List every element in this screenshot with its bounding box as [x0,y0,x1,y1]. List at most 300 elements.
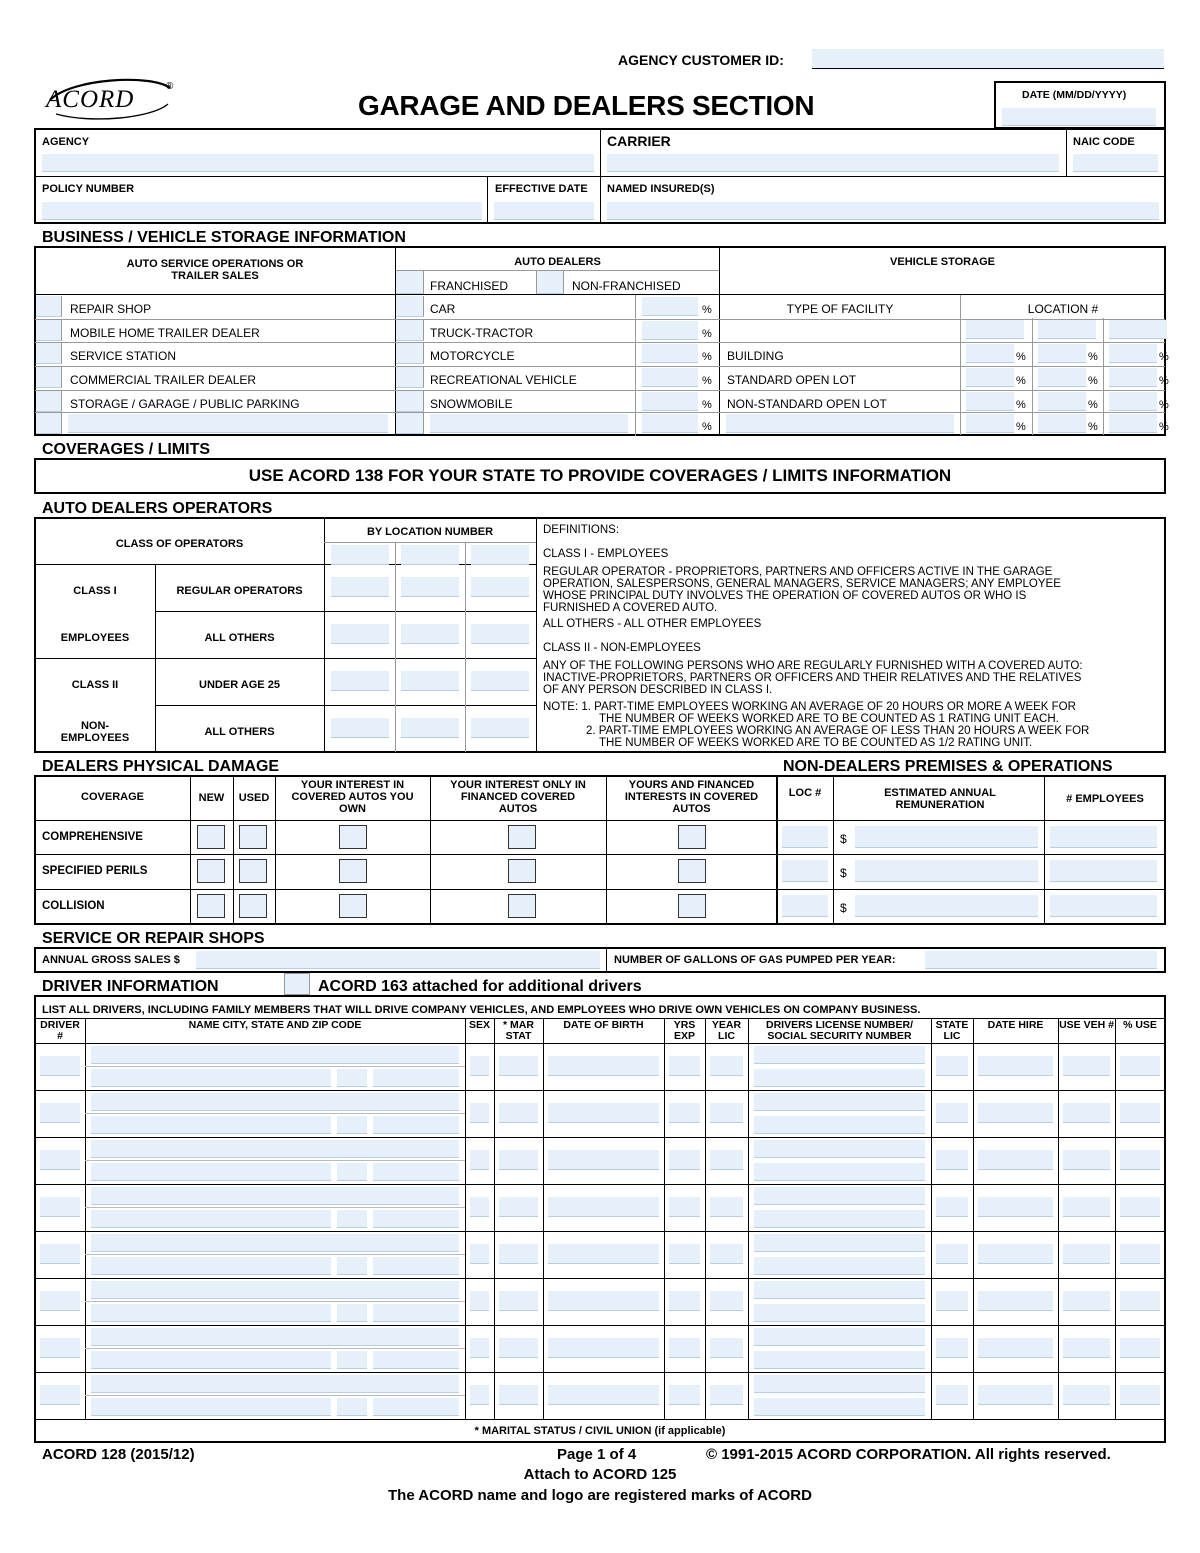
dealer-type-checkbox[interactable] [396,343,424,364]
use-vehicle-field[interactable] [1063,1056,1110,1076]
percent-sign: % [702,375,712,387]
driver-number-field[interactable] [40,1056,80,1076]
storage-percent-field[interactable] [1038,392,1086,411]
named-insured-label: NAMED INSURED(S) [607,183,715,195]
storage-percent-field[interactable] [966,392,1014,411]
percent-sign: % [1016,351,1026,363]
storage-percent-field[interactable] [1109,368,1157,387]
driver-zip-field[interactable] [373,1257,459,1275]
dealer-type-checkbox[interactable] [396,320,424,341]
date-hire-field[interactable] [978,1385,1053,1405]
driver-state-field[interactable] [337,1163,367,1181]
ssn-field[interactable] [754,1163,925,1181]
coverage-checkbox[interactable] [239,825,267,849]
year-licensed-field[interactable] [710,1103,743,1123]
dealer-percent-field[interactable] [642,297,698,316]
driver-number-field[interactable] [40,1197,80,1217]
naic-label: NAIC CODE [1073,136,1135,148]
driver-city-field[interactable] [91,1116,331,1134]
business-section-title: BUSINESS / VEHICLE STORAGE INFORMATION [42,229,406,246]
storage-percent-field[interactable] [1038,368,1086,387]
dealer-type-other-field[interactable] [430,414,628,433]
copyright: © 1991-2015 ACORD CORPORATION. All rights reserved. [706,1446,1111,1463]
carrier-field[interactable] [607,154,1059,172]
auto-service-header: AUTO SERVICE OPERATIONS OR TRAILER SALES [126,258,304,282]
sex-field[interactable] [470,1197,489,1217]
policy-number-field[interactable] [42,202,482,220]
ssn-field[interactable] [754,1351,925,1369]
def-nonemployee: ANY OF THE FOLLOWING PERSONS WHO ARE REGULARLY FURNISHED WITH A COVERED AUTO: INACTIVE-PROPRIETORS, PARTNERS OR OFFICERS AND THEIR RELATIVES AND THE RELATIVES OF ANY PERSON DESCRIBED IN CLASS I. [543,660,1083,696]
storage-percent-field[interactable] [1038,414,1086,433]
use-vehicle-field[interactable] [1063,1103,1110,1123]
percent-use-field[interactable] [1120,1197,1160,1217]
use-vehicle-field[interactable] [1063,1197,1110,1217]
driver-name-field[interactable] [91,1375,459,1393]
year-licensed-field[interactable] [710,1150,743,1170]
nondealer-loc-field[interactable] [782,826,828,848]
operator-count-field[interactable] [331,718,389,738]
naic-field[interactable] [1073,154,1158,172]
use-vehicle-field[interactable] [1063,1385,1110,1405]
driver-number-field[interactable] [40,1150,80,1170]
carrier-label: CARRIER [607,133,671,149]
years-experience-field[interactable] [669,1197,700,1217]
driver-city-field[interactable] [91,1257,331,1275]
agency-label: AGENCY [42,136,90,148]
coverage-checkbox[interactable] [508,894,536,918]
agency-customer-id-field[interactable] [812,49,1164,69]
dealer-percent-field[interactable] [642,321,698,340]
date-hire-field[interactable] [978,1291,1053,1311]
franchised-checkbox[interactable] [396,271,424,294]
years-experience-field[interactable] [669,1385,700,1405]
by-location-header: BY LOCATION NUMBER [366,526,494,538]
years-experience-header: YRS EXP [673,1019,696,1042]
date-hire-header: DATE HIRE [987,1019,1044,1031]
service-op-checkbox[interactable] [36,343,62,364]
location-number-header: LOCATION # [1027,302,1099,316]
marital-status-field[interactable] [499,1056,538,1076]
date-of-birth-header: DATE OF BIRTH [563,1019,644,1031]
remuneration-field[interactable] [855,860,1038,882]
driver-name-field[interactable] [91,1187,459,1205]
coverage-checkbox[interactable] [339,825,367,849]
marital-status-field[interactable] [499,1150,538,1170]
service-op-checkbox[interactable] [36,320,62,341]
dollar-sign: $ [840,866,847,880]
operator-count-field[interactable] [471,577,529,597]
license-number-field[interactable] [754,1328,925,1346]
use-vehicle-header: USE VEH # [1059,1019,1114,1031]
storage-percent-field[interactable] [966,368,1014,387]
use-vehicle-field[interactable] [1063,1244,1110,1264]
percent-use-header: % USE [1123,1019,1157,1031]
state-licensed-header: STATE LIC [935,1019,969,1042]
facility-type-label: NON-STANDARD OPEN LOT [727,397,887,411]
driver-zip-field[interactable] [373,1069,459,1087]
operator-count-field[interactable] [401,718,459,738]
all-others-label-2: ALL OTHERS [204,726,275,738]
driver-name-field[interactable] [91,1234,459,1252]
note-2a: 2. PART-TIME EMPLOYEES WORKING AN AVERAGE OF LESS THAN 20 HOURS A WEEK FOR [586,725,1090,737]
state-licensed-field[interactable] [936,1150,968,1170]
def-all-others: ALL OTHERS - ALL OTHER EMPLOYEES [543,618,762,630]
ssn-field[interactable] [754,1398,925,1416]
gross-sales-label: ANNUAL GROSS SALES $ [42,954,180,966]
years-experience-field[interactable] [669,1056,700,1076]
storage-percent-field[interactable] [1109,414,1157,433]
auto-dealers-header: AUTO DEALERS [514,256,601,268]
use-vehicle-field[interactable] [1063,1291,1110,1311]
acord-163-checkbox[interactable] [284,973,310,995]
operator-count-field[interactable] [471,718,529,738]
marital-status-field[interactable] [499,1197,538,1217]
dealer-type-label: CAR [430,302,456,316]
percent-sign: % [1159,351,1169,363]
driver-city-field[interactable] [91,1304,331,1322]
driver-zip-field[interactable] [373,1398,459,1416]
date-hire-field[interactable] [978,1103,1053,1123]
percent-use-field[interactable] [1120,1056,1160,1076]
driver-city-field[interactable] [91,1351,331,1369]
operator-count-field[interactable] [401,577,459,597]
coverage-checkbox[interactable] [197,825,225,849]
date-of-birth-field[interactable] [548,1244,659,1264]
remuneration-header: ESTIMATED ANNUAL REMUNERATION [884,787,996,811]
driver-instruction: LIST ALL DRIVERS, INCLUDING FAMILY MEMBERS THAT WILL DRIVE COMPANY VEHICLES, AND EMPLOYEES WHO DRIVE OWN VEHICLES ON COMPANY BUSINESS. [42,1004,921,1016]
date-of-birth-field[interactable] [548,1291,659,1311]
dealer-type-checkbox[interactable] [396,367,424,388]
date-field[interactable] [1002,108,1156,126]
date-hire-field[interactable] [978,1244,1053,1264]
nondealer-employees-field[interactable] [1050,895,1157,917]
driver-state-field[interactable] [337,1398,367,1416]
storage-percent-field[interactable] [1038,344,1086,363]
storage-percent-field[interactable] [966,414,1014,433]
class-2-label: CLASS II [71,679,119,691]
acord-logo [42,78,182,122]
operator-count-field[interactable] [471,545,529,565]
driver-name-field[interactable] [91,1093,459,1111]
license-number-field[interactable] [754,1140,925,1158]
coverage-checkbox[interactable] [239,859,267,883]
license-number-field[interactable] [754,1046,925,1064]
driver-zip-field[interactable] [373,1351,459,1369]
date-of-birth-field[interactable] [548,1056,659,1076]
storage-location-field[interactable] [1038,320,1096,339]
storage-location-field[interactable] [966,320,1024,339]
sex-field[interactable] [470,1103,489,1123]
definitions-label: DEFINITIONS: [543,524,620,536]
interest-financed-header: YOUR INTEREST ONLY IN FINANCED COVERED AUTOS [450,779,586,815]
storage-percent-field[interactable] [966,344,1014,363]
dealer-percent-field[interactable] [642,414,698,433]
percent-sign: % [702,421,712,433]
driver-state-field[interactable] [337,1116,367,1134]
class-of-operators-header: CLASS OF OPERATORS [115,538,244,550]
attach-note: Attach to ACORD 125 [523,1466,677,1483]
operator-count-field[interactable] [331,577,389,597]
year-licensed-field[interactable] [710,1056,743,1076]
remuneration-field[interactable] [855,826,1038,848]
coverage-checkbox[interactable] [678,894,706,918]
use-vehicle-field[interactable] [1063,1150,1110,1170]
all-others-label-1: ALL OTHERS [204,632,275,644]
percent-sign: % [1016,375,1026,387]
nondealer-employees-field[interactable] [1050,826,1157,848]
state-licensed-field[interactable] [936,1338,968,1358]
nondealer-loc-field[interactable] [782,895,828,917]
nondealer-loc-field[interactable] [782,860,828,882]
employees-label: EMPLOYEES [60,632,130,644]
used-header: USED [238,792,270,804]
marital-status-header: * MAR STAT [503,1019,534,1042]
percent-use-field[interactable] [1120,1338,1160,1358]
coverages-section-title: COVERAGES / LIMITS [42,441,211,458]
effective-date-label: EFFECTIVE DATE [495,183,588,195]
marital-status-field[interactable] [499,1385,538,1405]
driver-city-field[interactable] [91,1210,331,1228]
dealer-percent-field[interactable] [642,344,698,363]
service-op-other-field[interactable] [68,414,388,433]
percent-sign: % [1159,399,1169,411]
date-hire-field[interactable] [978,1056,1053,1076]
coverage-checkbox[interactable] [678,859,706,883]
coverage-checkbox[interactable] [197,859,225,883]
dollar-sign: $ [840,901,847,915]
service-op-label: REPAIR SHOP [70,302,152,316]
new-header: NEW [198,792,225,804]
driver-city-field[interactable] [91,1163,331,1181]
operators-section-title: AUTO DEALERS OPERATORS [42,500,273,517]
driver-name-field[interactable] [91,1281,459,1299]
marital-status-field[interactable] [499,1103,538,1123]
percent-use-field[interactable] [1120,1291,1160,1311]
driver-city-field[interactable] [91,1069,331,1087]
under-25-label: UNDER AGE 25 [199,679,280,691]
marital-status-field[interactable] [499,1244,538,1264]
percent-sign: % [702,399,712,411]
driver-state-field[interactable] [337,1304,367,1322]
agency-field[interactable] [42,154,594,172]
dealer-type-checkbox[interactable] [396,391,424,412]
regular-operators-label: REGULAR OPERATORS [176,585,303,597]
driver-number-field[interactable] [40,1291,80,1311]
license-number-field[interactable] [754,1187,925,1205]
years-experience-field[interactable] [669,1244,700,1264]
operator-count-field[interactable] [331,624,389,644]
non-franchised-label: NON-FRANCHISED [572,279,681,293]
gross-sales-field[interactable] [196,951,600,969]
remuneration-field[interactable] [855,895,1038,917]
year-licensed-field[interactable] [710,1338,743,1358]
agency-customer-id-label: AGENCY CUSTOMER ID: [618,52,784,68]
form-id: ACORD 128 (2015/12) [42,1446,195,1463]
dealer-percent-field[interactable] [642,368,698,387]
years-experience-field[interactable] [669,1291,700,1311]
year-licensed-field[interactable] [710,1291,743,1311]
driver-state-field[interactable] [337,1257,367,1275]
year-licensed-field[interactable] [710,1244,743,1264]
marital-footnote: * MARITAL STATUS / CIVIL UNION (if applicable) [474,1425,726,1437]
sex-field[interactable] [470,1150,489,1170]
marital-status-field[interactable] [499,1291,538,1311]
registered-marks-note: The ACORD name and logo are registered marks of ACORD [388,1487,812,1504]
sex-header: SEX [468,1019,490,1031]
driver-zip-field[interactable] [373,1304,459,1322]
date-of-birth-field[interactable] [548,1197,659,1217]
non-employees-label: NON- EMPLOYEES [60,720,130,744]
coverage-checkbox[interactable] [508,859,536,883]
driver-number-field[interactable] [40,1385,80,1405]
service-op-checkbox[interactable] [36,413,62,434]
service-section-title: SERVICE OR REPAIR SHOPS [42,930,265,947]
years-experience-field[interactable] [669,1103,700,1123]
driver-state-field[interactable] [337,1069,367,1087]
operator-count-field[interactable] [401,624,459,644]
coverage-checkbox[interactable] [239,894,267,918]
operator-count-field[interactable] [331,671,389,691]
percent-sign: % [1159,421,1169,433]
gallons-label: NUMBER OF GALLONS OF GAS PUMPED PER YEAR: [614,954,896,966]
operator-count-field[interactable] [471,671,529,691]
sex-field[interactable] [470,1244,489,1264]
named-insured-field[interactable] [607,202,1159,220]
facility-type-other-field[interactable] [726,414,954,433]
date-of-birth-field[interactable] [548,1385,659,1405]
years-experience-field[interactable] [669,1150,700,1170]
ssn-field[interactable] [754,1069,925,1087]
driver-state-field[interactable] [337,1210,367,1228]
storage-location-field[interactable] [1109,320,1167,339]
license-number-field[interactable] [754,1234,925,1252]
sex-field[interactable] [470,1385,489,1405]
coverage-header: COVERAGE [81,791,144,803]
dealer-type-label: SNOWMOBILE [430,397,513,411]
percent-use-field[interactable] [1120,1150,1160,1170]
storage-percent-field[interactable] [1109,392,1157,411]
ssn-field[interactable] [754,1210,925,1228]
gallons-field[interactable] [925,951,1157,969]
service-op-checkbox[interactable] [36,367,62,388]
service-op-checkbox[interactable] [36,391,62,412]
service-op-label: SERVICE STATION [70,349,177,363]
percent-sign: % [1016,399,1026,411]
driver-city-field[interactable] [91,1398,331,1416]
operator-count-field[interactable] [401,671,459,691]
service-op-checkbox[interactable] [36,296,62,317]
date-hire-field[interactable] [978,1150,1053,1170]
driver-number-field[interactable] [40,1338,80,1358]
service-op-label: COMMERCIAL TRAILER DEALER [70,373,257,387]
use-vehicle-field[interactable] [1063,1338,1110,1358]
year-licensed-field[interactable] [710,1197,743,1217]
driver-name-field[interactable] [91,1140,459,1158]
years-experience-field[interactable] [669,1338,700,1358]
note-1a: NOTE: 1. PART-TIME EMPLOYEES WORKING AN AVERAGE OF 20 HOURS OR MORE A WEEK FOR [543,701,1076,713]
coverage-checkbox[interactable] [339,894,367,918]
driver-state-field[interactable] [337,1351,367,1369]
ssn-field[interactable] [754,1116,925,1134]
employees-header: # EMPLOYEES [1066,793,1144,805]
marital-status-field[interactable] [499,1338,538,1358]
percent-use-field[interactable] [1120,1385,1160,1405]
state-licensed-field[interactable] [936,1385,968,1405]
coverages-notice: USE ACORD 138 FOR YOUR STATE TO PROVIDE COVERAGES / LIMITS INFORMATION [248,466,952,485]
dealer-percent-field[interactable] [642,392,698,411]
ssn-field[interactable] [754,1257,925,1275]
dealer-type-checkbox[interactable] [396,413,424,434]
state-licensed-field[interactable] [936,1197,968,1217]
storage-percent-field[interactable] [1109,344,1157,363]
coverage-row-label: SPECIFIED PERILS [42,865,148,877]
non-franchised-checkbox[interactable] [536,271,564,294]
driver-name-field[interactable] [91,1046,459,1064]
franchised-label: FRANCHISED [430,279,509,293]
percent-sign: % [1088,399,1098,411]
nondealer-employees-field[interactable] [1050,860,1157,882]
coverage-row-label: COLLISION [42,900,105,912]
coverage-checkbox[interactable] [197,894,225,918]
coverage-checkbox[interactable] [508,825,536,849]
acord-163-label: ACORD 163 attached for additional drivers [318,978,642,995]
year-licensed-field[interactable] [710,1385,743,1405]
sex-field[interactable] [470,1056,489,1076]
ssn-field[interactable] [754,1304,925,1322]
percent-use-field[interactable] [1120,1244,1160,1264]
year-licensed-header: YEAR LIC [711,1019,742,1042]
driver-number-field[interactable] [40,1244,80,1264]
date-label: DATE (MM/DD/YYYY) [1022,89,1127,101]
percent-sign: % [1088,351,1098,363]
state-licensed-field[interactable] [936,1244,968,1264]
sex-field[interactable] [470,1291,489,1311]
coverage-checkbox[interactable] [678,825,706,849]
effective-date-field[interactable] [494,202,594,220]
sex-field[interactable] [470,1338,489,1358]
service-op-label: STORAGE / GARAGE / PUBLIC PARKING [70,397,300,411]
license-number-header: DRIVERS LICENSE NUMBER/ SOCIAL SECURITY NUMBER [765,1019,913,1042]
driver-number-field[interactable] [40,1103,80,1123]
license-number-field[interactable] [754,1281,925,1299]
driver-zip-field[interactable] [373,1163,459,1181]
dealer-type-checkbox[interactable] [396,296,424,317]
license-number-field[interactable] [754,1093,925,1111]
date-of-birth-field[interactable] [548,1150,659,1170]
percent-use-field[interactable] [1120,1103,1160,1123]
state-licensed-field[interactable] [936,1291,968,1311]
operator-count-field[interactable] [401,545,459,565]
driver-name-field[interactable] [91,1328,459,1346]
percent-sign: % [702,328,712,340]
vehicle-storage-header: VEHICLE STORAGE [890,256,995,268]
state-licensed-field[interactable] [936,1056,968,1076]
date-of-birth-field[interactable] [548,1338,659,1358]
license-number-field[interactable] [754,1375,925,1393]
state-licensed-field[interactable] [936,1103,968,1123]
def-class-2: CLASS II - NON-EMPLOYEES [543,642,701,654]
coverage-checkbox[interactable] [339,859,367,883]
percent-sign: % [1159,375,1169,387]
date-hire-field[interactable] [978,1338,1053,1358]
operator-count-field[interactable] [331,545,389,565]
policy-number-label: POLICY NUMBER [42,183,135,195]
date-hire-field[interactable] [978,1197,1053,1217]
operator-count-field[interactable] [471,624,529,644]
driver-zip-field[interactable] [373,1210,459,1228]
driver-zip-field[interactable] [373,1116,459,1134]
date-of-birth-field[interactable] [548,1103,659,1123]
